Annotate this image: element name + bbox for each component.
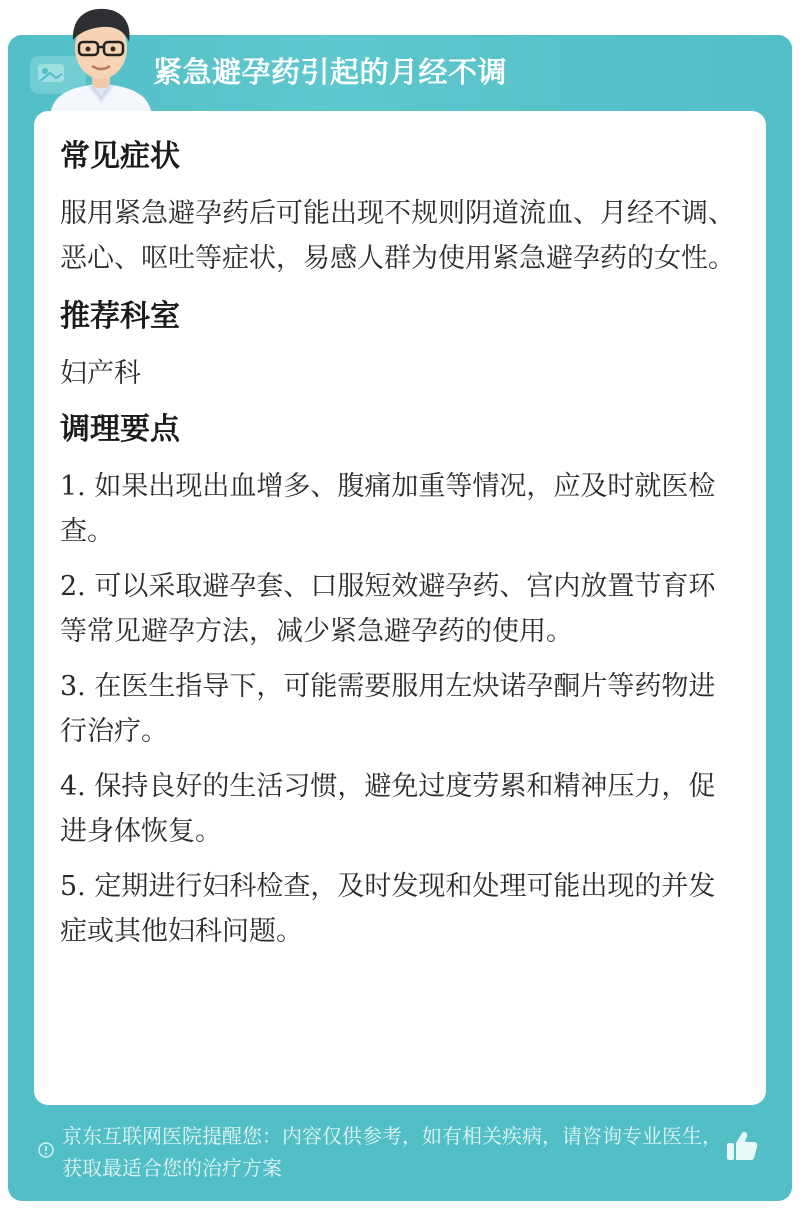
care-tip-2 bbox=[60, 564, 740, 654]
care-tip-number: 3. bbox=[60, 671, 86, 702]
care-tip-text: 如果出现出血增多、腹痛加重等情况，应及时就医检查。 bbox=[60, 471, 716, 547]
care-tip-number: 4. bbox=[60, 771, 86, 802]
care-tip-3 bbox=[60, 664, 740, 754]
care-tip-4 bbox=[60, 764, 740, 854]
department-text: 妇产科 bbox=[60, 358, 141, 389]
care-tip-text: 可以采取避孕套、口服短效避孕药、宫内放置节育环等常见避孕方法，减少紧急避孕药的使用。 bbox=[60, 571, 716, 647]
thumbs-up-icon[interactable] bbox=[724, 1128, 760, 1164]
care-tip-1 bbox=[60, 464, 740, 554]
content-card bbox=[34, 111, 766, 1105]
doctor-avatar bbox=[46, 0, 156, 116]
care-tip-number: 2. bbox=[60, 571, 86, 602]
care-tip-text: 保持良好的生活习惯，避免过度劳累和精神压力，促进身体恢复。 bbox=[60, 771, 716, 847]
disclaimer-text: 京东互联网医院提醒您：内容仅供参考，如有相关疾病，请咨询专业医生，获取最适合您的治疗方案 bbox=[62, 1124, 722, 1180]
care-tip-number: 1. bbox=[60, 471, 86, 502]
info-icon bbox=[38, 1142, 54, 1158]
care-tip-number: 5. bbox=[60, 871, 86, 902]
care-tip-text: 定期进行妇科检查，及时发现和处理可能出现的并发症或其他妇科问题。 bbox=[60, 871, 716, 947]
symptoms-heading: 常见症状 bbox=[60, 139, 180, 174]
symptoms-text: 服用紧急避孕药后可能出现不规则阴道流血、月经不调、恶心、呕吐等症状，易感人群为使用紧急避孕药的女性。 bbox=[60, 198, 735, 274]
page-title: 紧急避孕药引起的月经不调 bbox=[153, 55, 508, 89]
care-tip-text: 在医生指导下，可能需要服用左炔诺孕酮片等药物进行治疗。 bbox=[60, 671, 716, 747]
care-tip-5 bbox=[60, 864, 740, 954]
department-heading: 推荐科室 bbox=[60, 299, 180, 334]
care-heading: 调理要点 bbox=[60, 412, 180, 447]
disclaimer-footer bbox=[38, 1120, 728, 1184]
